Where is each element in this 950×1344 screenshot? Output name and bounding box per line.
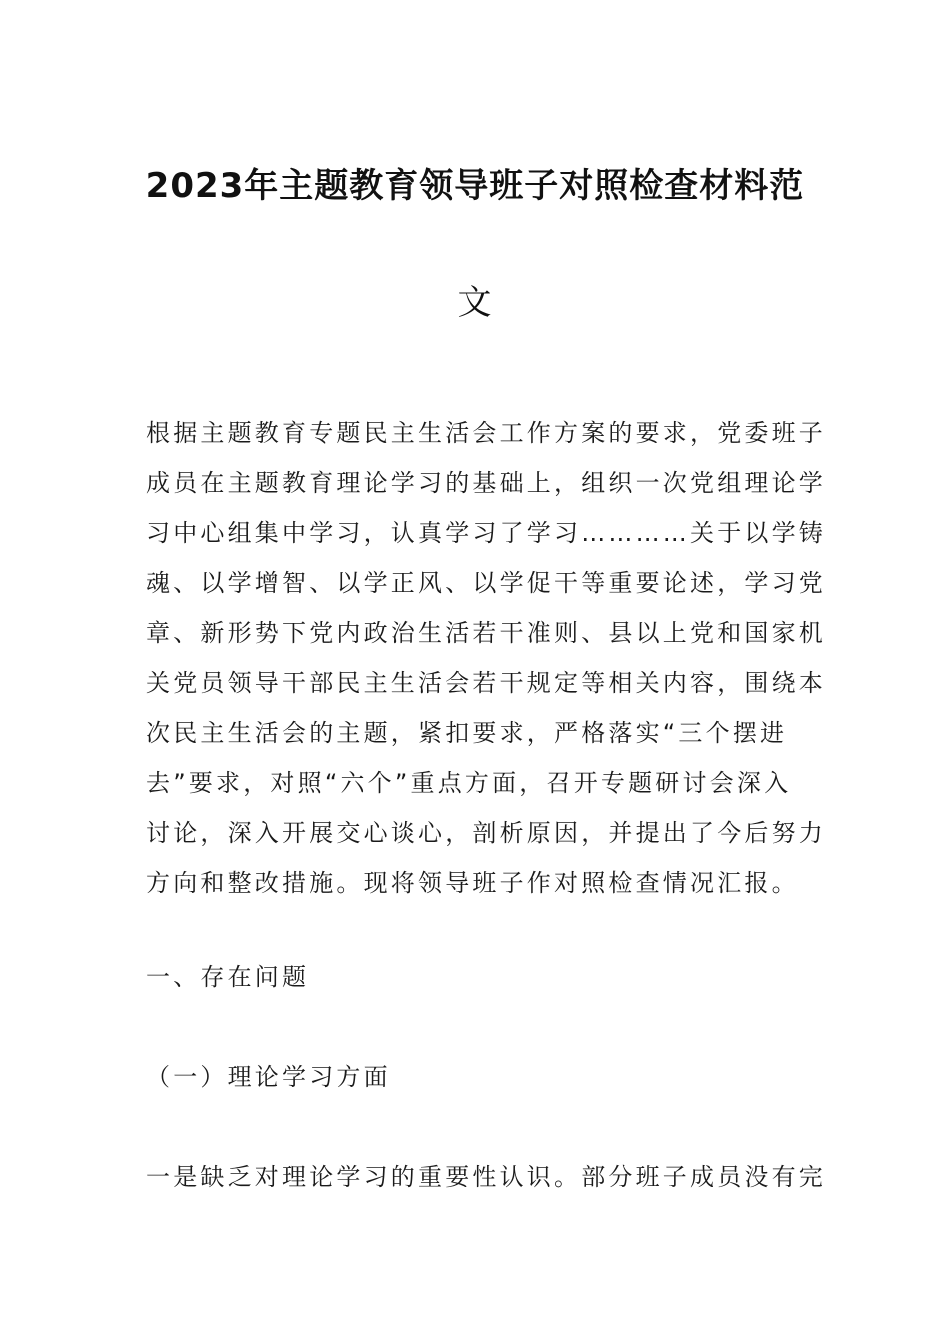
paragraph-line: 关党员领导干部民主生活会若干规定等相关内容，围绕本 bbox=[146, 669, 826, 697]
subsection-heading-text: （一）理论学习方面 bbox=[146, 1063, 391, 1091]
paragraph-line: 讨论，深入开展交心谈心，剖析原因，并提出了今后努力 bbox=[146, 819, 826, 847]
subsection-heading bbox=[146, 1052, 808, 1102]
intro-paragraph bbox=[146, 408, 826, 908]
point-paragraph bbox=[146, 1152, 826, 1202]
paragraph-line: 章、新形势下党内政治生活若干准则、县以上党和国家机 bbox=[146, 619, 826, 647]
paragraph-line: 魂、以学增智、以学正风、以学促干等重要论述，学习党 bbox=[146, 569, 826, 597]
paragraph-line: 次民主生活会的主题，紧扣要求，严格落实“三个摆进 bbox=[146, 719, 788, 747]
paragraph-line: 去”要求，对照“六个”重点方面，召开专题研讨会深入 bbox=[146, 769, 792, 797]
paragraph-line: 方向和整改措施。现将领导班子作对照检查情况汇报。 bbox=[146, 869, 799, 897]
paragraph-line: 根据主题教育专题民主生活会工作方案的要求，党委班子 bbox=[146, 419, 826, 447]
section-heading-text: 一、存在问题 bbox=[146, 963, 310, 991]
paragraph-line: 习中心组集中学习，认真学习了学习…………关于以学铸 bbox=[146, 519, 826, 547]
document-title-line-1: 2023年主题教育领导班子对照检查材料范 bbox=[145, 166, 805, 206]
paragraph-line: 一是缺乏对理论学习的重要性认识。部分班子成员没有完 bbox=[146, 1163, 826, 1191]
document-title-line-2: 文 bbox=[457, 283, 493, 323]
paragraph-line: 成员在主题教育理论学习的基础上，组织一次党组理论学 bbox=[146, 469, 826, 497]
section-heading bbox=[146, 952, 808, 1002]
